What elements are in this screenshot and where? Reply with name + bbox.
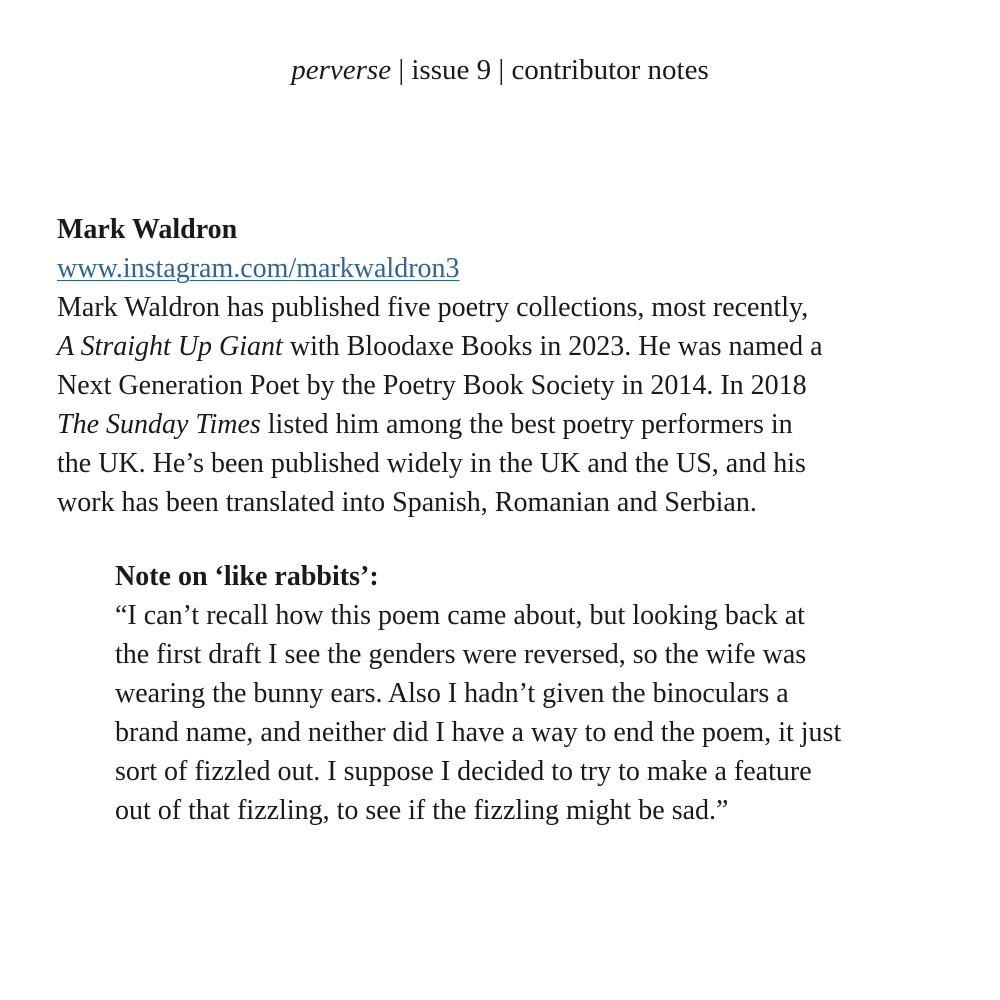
bio-line: Next Generation Poet by the Poetry Book Society in 2014. In 2018 [57,370,807,401]
header-separator: | [491,54,512,86]
note-line: brand name, and neither did I have a way to end the poem, it just [115,717,842,748]
bio-line: the UK. He’s been published widely in the UK and the US, and his [57,448,806,479]
bio-line: work has been translated into Spanish, Romanian and Serbian. [57,487,757,518]
note-line: “I can’t recall how this poem came about, but looking back at [115,600,805,631]
bio-text: with Bloodaxe Books in 2023. He was named a [282,331,823,362]
contributor-bio-section [57,210,957,522]
note-line: the first draft I see the genders were reversed, so the wife was [115,639,807,670]
bio-line [57,405,957,444]
note-line: wearing the bunny ears. Also I hadn’t given the binoculars a [115,678,789,709]
contributor-name: Mark Waldron [57,214,238,245]
book-title: A Straight Up Giant [57,331,283,362]
poem-note-section [115,557,995,830]
note-title: Note on ‘like rabbits’: [115,561,379,592]
bio-line: Mark Waldron has published five poetry collections, most recently, [57,292,809,323]
header-separator: | [391,54,412,86]
page-header [0,50,1000,90]
section-label: contributor notes [511,54,709,86]
publication-title: The Sunday Times [57,409,261,440]
journal-title: perverse [291,54,392,86]
contributor-instagram-link[interactable]: www.instagram.com/markwaldron3 [57,253,460,284]
issue-label: issue 9 [411,54,492,86]
bio-line [57,327,957,366]
note-line: out of that fizzling, to see if the fizzling might be sad.” [115,795,729,826]
note-line: sort of fizzled out. I suppose I decided to try to make a feature [115,756,812,787]
bio-text: listed him among the best poetry performers in [260,409,793,440]
